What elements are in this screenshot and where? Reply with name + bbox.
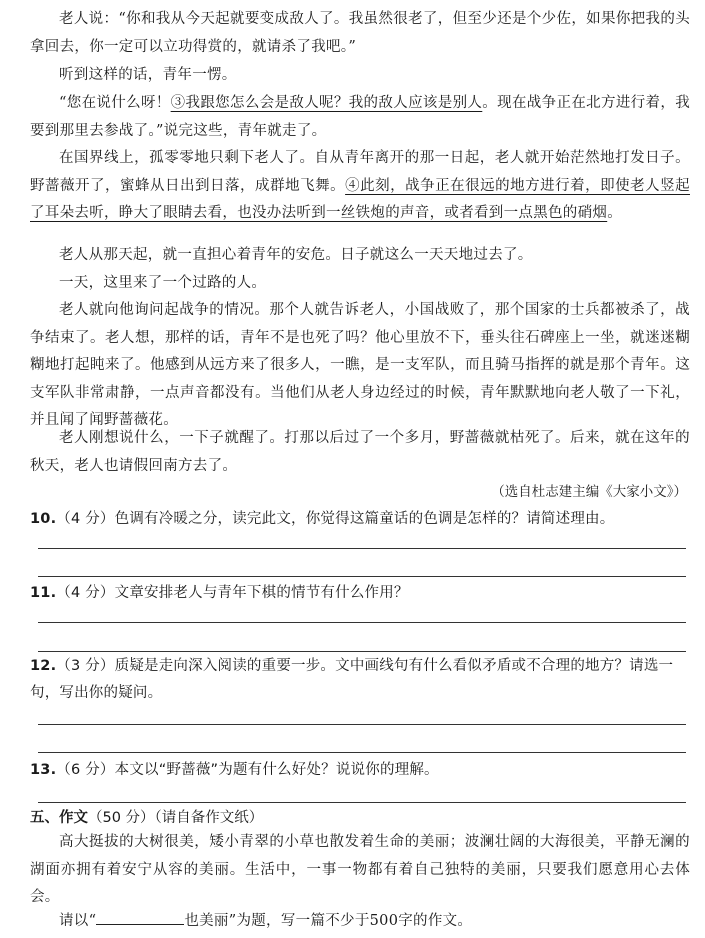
question-number: 12. [30, 658, 57, 674]
story-paragraph-3 [30, 90, 690, 145]
story-source: （选自杜志建主编《大家小文》） [491, 484, 687, 500]
composition-heading [30, 807, 263, 829]
answer-line[interactable] [38, 752, 686, 753]
composition-prompt [30, 908, 690, 936]
question-text: （4 分）色调有冷暖之分，读完此文，你觉得这篇童话的色调是怎样的？请简述理由。 [56, 511, 615, 527]
answer-line[interactable] [38, 622, 686, 623]
story-paragraph-8 [30, 425, 690, 480]
answer-line[interactable] [38, 724, 686, 725]
underlined-sentence-4: ④此刻，战争正在很远的地方进行着，即使老人竖起了耳朵去听，睁大了眼睛去看，也没办法听到一丝铁炮的声音，或者看到一点黑色的硝烟 [30, 177, 690, 222]
title-blank[interactable] [96, 910, 184, 925]
section-score: （50 分）（请自备作文纸） [88, 810, 264, 826]
story-text: 在国界线上，孤零零地只剩下老人了。自从青年离开的那一日起，老人就开始茫然地打发日子。野蔷薇开了，蜜蜂从日出到日落，成群地飞舞。 [30, 150, 690, 194]
question-13 [30, 757, 690, 784]
prompt-text: 请以“ [59, 913, 97, 929]
story-paragraph-1 [30, 6, 690, 61]
story-text: 。现在战争正在北方进行着，我要到那里去参战了。”说完这些，青年就走了。 [30, 95, 690, 139]
question-number: 13. [30, 762, 57, 778]
answer-line[interactable] [38, 651, 686, 652]
section-title: 五、作文 [30, 810, 88, 826]
story-text: 老人就向他询问起战争的情况。那个人就告诉老人，小国战败了，那个国家的士兵都被杀了，战争结束了。老人想，那样的话，青年不是也死了吗？他心里放不下，垂头往石碑座上一坐，就迷迷糊糊地打起盹来了。他感到从远方来了很多人，一瞧，是一支军队，而且骑马指挥的就是那个青年。这支军队非常肃静，一点声音都没有。当他们从老人身边经过的时候，青年默默地向老人敬了一下礼，并且闻了闻野蔷薇花。 [30, 302, 690, 429]
question-text: （3 分）质疑是走向深入阅读的重要一步。文中画线句有什么看似矛盾或不合理的地方？请选一句，写出你的疑问。 [30, 658, 674, 701]
story-paragraph-6 [30, 270, 690, 298]
composition-paragraph [30, 829, 690, 912]
answer-line[interactable] [38, 548, 686, 549]
story-paragraph-7 [30, 297, 690, 435]
story-text: 一天，这里来了一个过路的人。 [59, 275, 267, 291]
question-10 [30, 506, 690, 533]
story-text: “您在说什么呀！ [59, 95, 171, 111]
story-paragraph-4 [30, 145, 690, 228]
story-text: 老人从那天起，就一直担心着青年的安危。日子就这么一天天地过去了。 [59, 247, 533, 263]
composition-text: 高大挺拔的大树很美，矮小青翠的小草也散发着生命的美丽；波澜壮阔的大海很美，平静无澜的湖面亦拥有着安宁从容的美丽。生活中，一事一物都有着自己独特的美丽，只要我们愿意用心去体会。 [30, 834, 690, 906]
story-text: 老人说：“你和我从今天起就要变成敌人了。我虽然很老了，但至少还是个少佐，如果你把我的头拿回去，你一定可以立功得赏的，就请杀了我吧。” [30, 11, 690, 55]
question-text: （6 分）本文以“野蔷薇”为题有什么好处？说说你的理解。 [56, 762, 439, 778]
question-number: 11. [30, 585, 57, 601]
question-12 [30, 653, 690, 707]
story-text: 老人刚想说什么，一下子就醒了。打那以后过了一个多月，野蔷薇就枯死了。后来，就在这年的秋天，老人也请假回南方去了。 [30, 430, 690, 474]
underlined-sentence-3: ③我跟您怎么会是敌人呢？我的敌人应该是别人 [170, 95, 483, 111]
question-number: 10. [30, 511, 57, 527]
answer-line[interactable] [38, 576, 686, 577]
question-text: （4 分）文章安排老人与青年下棋的情节有什么作用？ [56, 585, 409, 601]
answer-line[interactable] [38, 802, 686, 803]
story-text: 。 [607, 205, 623, 222]
story-paragraph-5 [30, 242, 690, 270]
question-11 [30, 580, 690, 607]
story-text: 听到这样的话，青年一愣。 [59, 67, 237, 83]
prompt-text: 也美丽”为题，写一篇不少于500字的作文。 [184, 913, 473, 929]
story-paragraph-2 [30, 62, 690, 90]
